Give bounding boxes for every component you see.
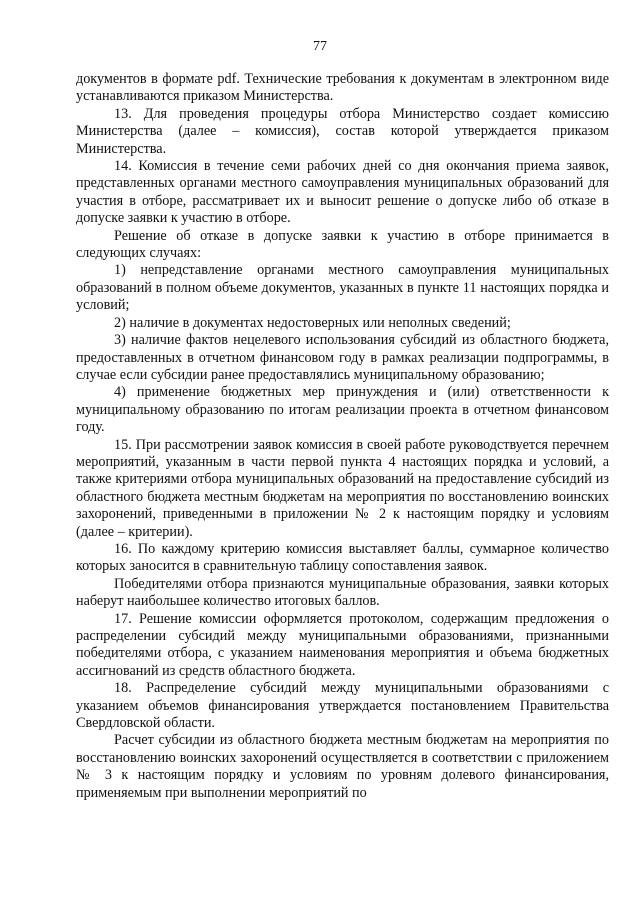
paragraph: Расчет субсидии из областного бюджета местным бюджетам на мероприятия по восстановлению воинских захоронений осуществляется в соответствии с приложением № 3 к настоящим порядку и условиям по уровням долевого финансирования, применяемым при выполнении мероприятий по <box>76 732 609 801</box>
list-item: 1) непредставление органами местного самоуправления муниципальных образований в полном объеме документов, указанных в пункте 11 настоящих порядка и условий; <box>76 262 609 314</box>
list-item: 4) применение бюджетных мер принуждения и (или) ответственности к муниципальному образованию по итогам реализации проекта в отчетном финансовом году. <box>76 384 609 436</box>
paragraph: Победителями отбора признаются муниципальные образования, заявки которых наберут наибольшее количество итоговых баллов. <box>76 575 609 610</box>
paragraph: 17. Решение комиссии оформляется протоколом, содержащим предложения о распределении субсидий между муниципальными образованиями, признанными победителями отбора, с указанием наименования мероприятия и объема бюджетных ассигнований из средств областного бюджета. <box>76 610 609 679</box>
page-number: 77 <box>313 39 327 54</box>
paragraph: 14. Комиссия в течение семи рабочих дней со дня окончания приема заявок, представленных органами местного самоуправления муниципальных образований для участия в отборе, рассматривает их и выносит решение о допуске либо об отказе в допуске заявки к участию в отборе. <box>76 158 609 227</box>
paragraph: 15. При рассмотрении заявок комиссия в своей работе руководствуется перечнем мероприятий, указанным в части первой пункта 4 настоящих порядка и условий, а также критериями отбора муниципальных образований на предоставление субсидий из областного бюджета местным бюджетам на мероприятия по восстановлению воинских захоронений, приведенными в приложении № 2 к настоящим порядку и условиям (далее – критерии). <box>76 436 609 540</box>
list-item: 3) наличие фактов нецелевого использования субсидий из областного бюджета, предоставленных в отчетном финансовом году в рамках реализации подпрограммы, в случае если субсидии ранее предоставлялись муниципальному образованию; <box>76 332 609 383</box>
list-item: 2) наличие в документах недостоверных или неполных сведений; <box>114 314 511 331</box>
paragraph: Решение об отказе в допуске заявки к участию в отборе принимается в следующих случаях: <box>76 227 609 262</box>
paragraph: 16. По каждому критерию комиссия выставляет баллы, суммарное количество которых заносится в сравнительную таблицу сопоставления заявок. <box>76 540 609 575</box>
paragraph: документов в формате pdf. Технические требования к документам в электронном виде устанавливаются приказом Министерства. <box>76 71 609 105</box>
paragraph: 18. Распределение субсидий между муниципальными образованиями с указанием объемов финансирования утверждается постановлением Правительства Свердловской области. <box>76 680 609 732</box>
paragraph: 13. Для проведения процедуры отбора Министерство создает комиссию Министерства (далее – комиссия), состав которой утверждается приказом Министерства. <box>76 105 609 157</box>
document-body <box>76 71 609 802</box>
